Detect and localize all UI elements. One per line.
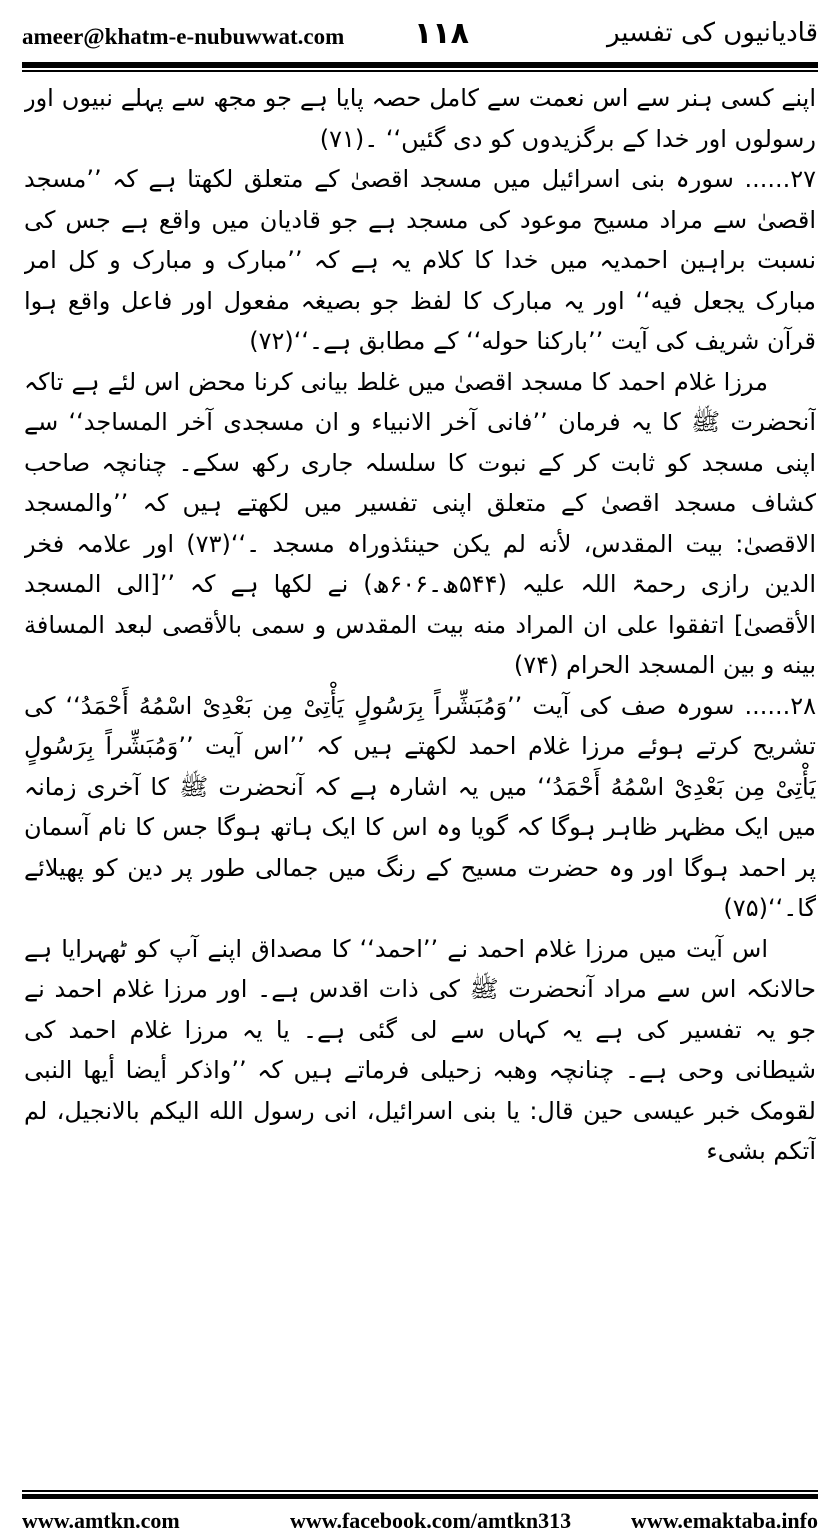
page-header bbox=[22, 14, 818, 60]
paragraph-5: اس آیت میں مرزا غلام احمد نے ’’احمد‘‘ کا مصداق اپنے آپ کو ٹھہرایا ہے حالانکہ اس سے مراد آنحضرت ﷺ کی ذات اقدس ہے۔ اور مرزا غلام احمد نے جو یہ تفسیر کی ہے یہ کہاں سے لی گئی ہے۔ یا یہ مرزا غلام احمد کی شیطانی وحی ہے۔ چنانچہ وهبہ زحیلی فرماتے ہیں کہ ’’واذکر أیضا أیها النبی لقومک خبر عیسی حین قال: یا بنی اسرائیل، انی رسول الله الیکم بالانجیل، لم آتکم بشیء bbox=[24, 934, 816, 1165]
paragraph-4: ۲۸...... سورہ صف کی آیت ’’وَمُبَشِّراً بِرَسُولٍ یَأْتِیْ مِن بَعْدِیْ اسْمُهُ أَحْمَدُ‘‘ کی تشریح کرتے ہوئے مرزا غلام احمد لکھتے ہیں کہ ’’اس آیت ’’وَمُبَشِّراً بِرَسُولٍ یَأْتِیْ مِن بَعْدِیْ اسْمُهُ أَحْمَدُ‘‘ میں یہ اشارہ ہے کہ آنحضرت ﷺ کا آخری زمانہ میں ایک مظہر ظاہر ہوگا کہ گویا وہ اس کا ایک ہاتھ ہوگا جس کا نام آسمان پر احمد ہوگا اور وہ حضرت مسیح کے رنگ میں جمالی طور پر دین کو پھیلائے گا۔‘‘(۷۵) bbox=[24, 691, 816, 922]
paragraph-2: ۲۷...... سورہ بنی اسرائیل میں مسجد اقصیٰ کے متعلق لکھتا ہے کہ ’’مسجد اقصیٰ سے مراد مسیح موعود کی مسجد ہے جو قادیان میں واقع ہے جس کی نسبت براہین احمدیہ میں خدا کا کلام یہ ہے کہ ’’مبارک و مبارک و کل امر مبارک یجعل فیه‘‘ اور یہ مبارک کا لفظ جو بصیغہ مفعول اور فاعل واقع ہوا قرآن شریف کی آیت ’’بارکنا حوله‘‘ کے مطابق ہے۔‘‘(۷۲) bbox=[24, 165, 816, 355]
footer-link-facebook: www.facebook.com/amtkn313 bbox=[290, 1508, 572, 1533]
header-email: ameer@khatm-e-nubuwwat.com bbox=[22, 24, 345, 49]
page-footer bbox=[22, 1508, 818, 1534]
paragraph-1: اپنے کسی ہنر سے اس نعمت سے کامل حصہ پایا ہے جو مجھ سے پہلے نبیوں اور رسولوں اور خدا کے برگزیدوں کو دی گئیں‘‘ ۔(۷۱) bbox=[24, 84, 816, 153]
footer-link-emaktaba: www.emaktaba.info bbox=[630, 1508, 818, 1533]
page-body bbox=[24, 78, 816, 1488]
chapter-title: قادیانیوں کی تفسیر bbox=[606, 18, 818, 48]
page-number: ١١٨ bbox=[414, 16, 469, 51]
paragraph-3: مرزا غلام احمد کا مسجد اقصیٰ میں غلط بیانی کرنا محض اس لئے ہے تاکہ آنحضرت ﷺ کا یہ فرمان ’’فانی آخر الانبیاء و ان مسجدی آخر المساجد‘‘ سے اپنی مسجد کو ثابت کر کے نبوت کا سلسلہ جاری رکھ سکے۔ چنانچہ صاحب کشاف مسجد اقصیٰ کے متعلق اپنی تفسیر میں لکھتے ہیں کہ ’’والمسجد الاقصیٰ: بیت المقدس، لأنه لم یکن حینئذوراہ مسجد ۔‘‘(۷۳) اور علامہ فخر الدین رازی رحمۃ اللہ علیہ (۵۴۴ھ۔۶۰۶ھ) نے لکھا ہے کہ ’’[الی المسجد الأقصیٰ] اتفقوا علی ان المراد منه بیت المقدس و سمی بالأقصی لبعد المسافة بینه و بین المسجد الحرام (۷۴) bbox=[24, 367, 816, 679]
footer-link-amtkn: www.amtkn.com bbox=[22, 1508, 180, 1533]
header-rule bbox=[22, 62, 818, 72]
footer-rule bbox=[22, 1490, 818, 1499]
